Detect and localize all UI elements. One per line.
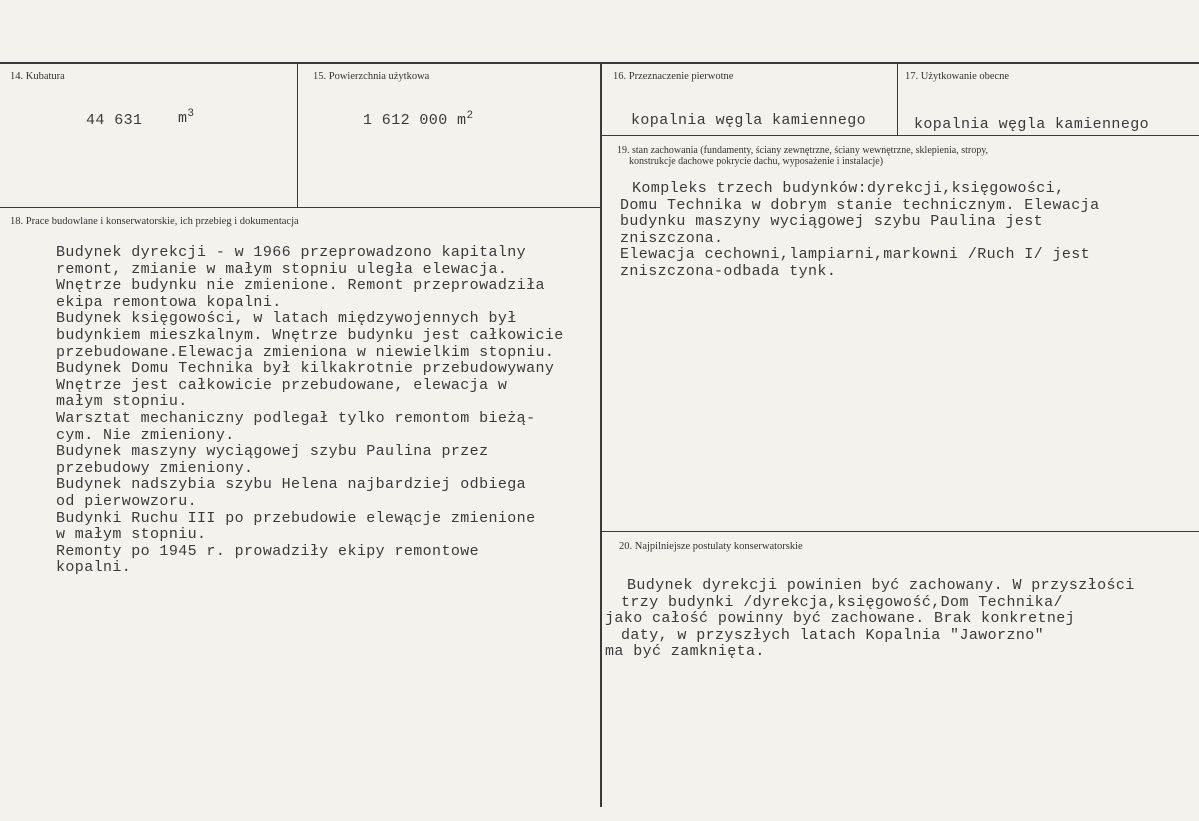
stan-line: budynku maszyny wyciągowej szybu Paulina jest — [620, 213, 1044, 231]
stan-line: zniszczona-odbada tynk. — [620, 262, 837, 280]
kubatura-unit-exp: 3 — [187, 108, 195, 120]
stan-line: zniszczona. — [620, 229, 724, 247]
stan-line: Elewacja cechowni,lampiarni,markowni /Ruch I/ jest — [620, 246, 1091, 264]
divider-row-right-top — [601, 135, 1199, 136]
postulaty-line: Budynek dyrekcji powinien być zachowany. W przyszłości — [627, 577, 1135, 594]
prace-line: przebudowy zmieniony. — [56, 459, 254, 477]
prace-line: Budynek dyrekcji - w 1966 przeprowadzono kapitalny — [56, 244, 527, 261]
prace-text — [56, 245, 564, 577]
prace-line: kopalni. — [56, 559, 132, 577]
prace-line: Budynki Ruchu III po przebudowie elewącje zmienione — [56, 509, 536, 527]
kubatura-value: 44 631 — [86, 112, 143, 129]
stan-line: Kompleks trzech budynków:dyrekcji,księgowości, — [632, 180, 1065, 197]
stan-text — [620, 181, 1099, 281]
powierzchnia-unit-base: m — [457, 112, 467, 129]
divider-col-3 — [897, 63, 898, 136]
uzytkowanie-label: 17. Użytkowanie obecne — [905, 71, 1010, 82]
postulaty-line: jako całość powinny być zachowane. Brak konkretnej — [605, 610, 1076, 628]
prace-line: Wnętrze jest całkowicie przebudowane, elewacja w — [56, 376, 508, 394]
divider-row-left — [0, 207, 601, 208]
powierzchnia-unit-exp: 2 — [466, 110, 474, 122]
divider-center — [600, 63, 602, 807]
prace-label: 18. Prace budowlane i konserwatorskie, ich przebieg i dokumentacja — [10, 216, 299, 227]
prace-line: Remonty po 1945 r. prowadziły ekipy remontowe — [56, 542, 480, 560]
divider-col-1 — [297, 63, 298, 208]
prace-line: Budynek Domu Technika był kilkakrotnie przebudowywany — [56, 360, 555, 378]
stan-label-line2: konstrukcje dachowe pokrycie dachu, wyposażenie i instalacje) — [629, 156, 884, 167]
prace-line: remont, zmianie w małym stopniu uległa elewacja. — [56, 260, 508, 278]
prace-line: budynkiem mieszkalnym. Wnętrze budynku jest całkowicie — [56, 326, 564, 344]
postulaty-line: ma być zamknięta. — [605, 643, 765, 661]
postulaty-label: 20. Najpilniejsze postulaty konserwatorskie — [619, 541, 803, 552]
powierzchnia-number: 1 612 000 — [363, 112, 448, 129]
kubatura-unit-base: m — [178, 110, 188, 127]
prace-line: cym. Nie zmieniony. — [56, 426, 235, 444]
prace-line: ekipa remontowa kopalni. — [56, 293, 282, 311]
powierzchnia-value — [363, 110, 473, 129]
postulaty-line: daty, w przyszłych latach Kopalnia "Jaworzno" — [621, 626, 1045, 644]
prace-line: Warsztat mechaniczny podlegał tylko remontom bieżą- — [56, 409, 536, 427]
stan-line: Domu Technika w dobrym stanie technicznym. Elewacja — [620, 196, 1100, 214]
przeznaczenie-label: 16. Przeznaczenie pierwotne — [613, 71, 734, 82]
prace-line: Budynek księgowości, w latach międzywojennych był — [56, 310, 517, 328]
powierzchnia-label: 15. Powierzchnia użytkowa — [313, 71, 430, 82]
prace-line: małym stopniu. — [56, 393, 188, 411]
postulaty-line: trzy budynki /dyrekcja,księgowość,Dom Technika/ — [621, 593, 1063, 611]
kubatura-label: 14. Kubatura — [10, 71, 65, 82]
prace-line: Wnętrze budynku nie zmienione. Remont przeprowadziła — [56, 277, 545, 295]
prace-line: Budynek nadszybia szybu Helena najbardziej odbiega — [56, 476, 527, 494]
divider-row-right-bottom — [601, 531, 1199, 532]
uzytkowanie-value: kopalnia węgla kamiennego — [914, 116, 1150, 133]
stan-label-line1: 19. stan zachowania (fundamenty, ściany zewnętrzne, ściany wewnętrzne, sklepienia, stropy, — [617, 145, 989, 156]
postulaty-text — [605, 578, 1135, 661]
kubatura-unit — [178, 108, 194, 127]
przeznaczenie-value: kopalnia węgla kamiennego — [631, 112, 867, 129]
prace-line: Budynek maszyny wyciągowej szybu Paulina przez — [56, 443, 489, 461]
prace-line: od pierwowzoru. — [56, 492, 198, 510]
prace-line: w małym stopniu. — [56, 526, 207, 544]
prace-line: przebudowane.Elewacja zmieniona w niewielkim stopniu. — [56, 343, 555, 361]
